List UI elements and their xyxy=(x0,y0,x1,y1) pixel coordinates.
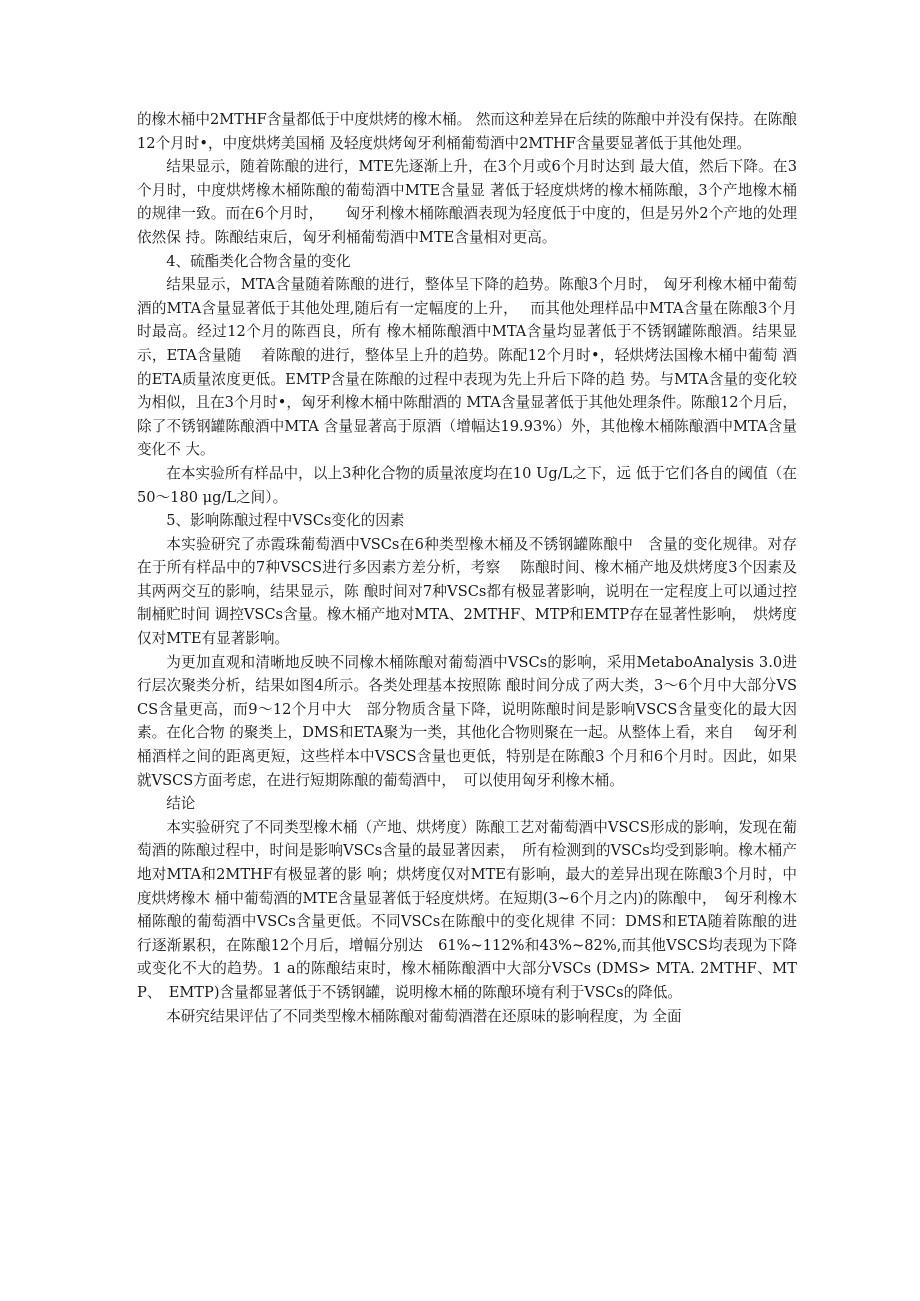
paragraph-mta-results: 结果显示，MTA含量随着陈酿的进行，整体呈下降的趋势。陈酿3个月时， 匈牙利橡木桶中葡萄酒的MTA含量显著低于其他处理,随后有一定幅度的上升， 而其他处理样品中MTA含量在陈酿3个月时最高。经过12个月的陈酉良，所有 橡木桶陈酿酒中MTA含量均显著低于不锈钢罐陈酿酒。结果显示，ETA含量随 着陈酿的进行，整体呈上升的趋势。陈配12个月时•，轻烘烤法国橡木桶中葡萄 酒的ETA质量浓度更低。EMTP含量在陈酿的过程中表现为先上升后下降的趋 势。与MTA含量的变化较为相似，且在3个月时•，匈牙利橡木桶中陈酣酒的 MTA含量显著低于其他处理条件。陈酿12个月后，除了不锈钢罐陈酿酒中MTA 含量显著高于原酒（增幅达19.93%）外，其他橡木桶陈酿酒中MTA含量变化不 大。 xyxy=(137,276,797,459)
section-heading-conclusion: 结论 xyxy=(166,795,196,813)
paragraph-mte-results: 结果显示，随着陈酿的进行，MTE先逐渐上升，在3个月或6个月时达到 最大值，然后下降。在3个月时，中度烘烤橡木桶陈酿的葡萄酒中MTE含量显 著低于轻度烘烤的橡木桶陈酿，3个产地橡木桶的规律一致。而在6个月时， 匈牙利橡木桶陈酿酒表现为轻度低于中度的，但是另外2个产地的处理依然保 持。陈酿结束后，匈牙利桶葡萄酒中MTE含量相对更高。 xyxy=(137,158,797,246)
paragraph-cluster-analysis: 为更加直观和清晰地反映不同橡木桶陈酿对葡萄酒中VSCs的影响，采用MetaboAnalysis 3.0进行层次聚类分析，结果如图4所示。各类处理基本按照陈 酿时间分成了两大类，3～6个月中大部分VSCS含量更高，而9～12个月中大 部分物质含量下降，说明陈酿时间是影响VSCS含量变化的最大因素。在化合物 的聚类上，DMS和ETA聚为一类，其他化合物则聚在一起。从整体上看，来自 匈牙利桶酒样之间的距离更短，这些样本中VSCS含量也更低，特别是在陈酿3 个月和6个月时。因此，如果就VSCS方面考虑，在进行短期陈酿的葡萄酒中， 可以使用匈牙利橡木桶。 xyxy=(137,653,797,789)
paragraph-conclusion: 本实验研究了不同类型橡木桶（产地、烘烤度）陈酿工艺对葡萄酒中VSCS形成的影响，发现在葡萄酒的陈酿过程中，时间是影响VSCs含量的最显著因素， 所有检测到的VSCs均受到影响。橡木桶产地对MTA和2MTHF有极显著的影 响；烘烤度仅对MTE有影响，最大的差异出现在陈酿3个月时，中度烘烤橡木 桶中葡萄酒的MTE含量显著低于轻度烘烤。在短期(3~6个月之内)的陈酿中， 匈牙利橡木桶陈酿的葡萄酒中VSCs含量更低。不同VSCs在陈酿中的变化规律 不同：DMS和ETA随着陈酿的进行逐渐累积，在陈酿12个月后，增幅分别达 61%~112%和43%~82%,而其他VSCS均表现为下降或变化不大的趋势。1 a的陈酿结束时，橡木桶陈酿酒中大部分VSCs (DMS> MTA. 2MTHF、MTP、 EMTP)含量都显著低于不锈钢罐，说明橡木桶的陈酿环境有利于VSCs的降低。 xyxy=(137,818,797,1001)
paragraph-threshold-note: 在本实验所有样品中，以上3种化合物的质量浓度均在10 Ug/L之下，远 低于它们各自的阈值（在50～180 μg/L之间）。 xyxy=(137,464,797,506)
paragraph-final: 本研究结果评估了不同类型橡木桶陈酿对葡萄酒潜在还原味的影响程度，为 全面 xyxy=(166,1007,682,1025)
section-heading-thioesters: 4、硫酯类化合物含量的变化 xyxy=(166,252,351,270)
paragraph-anova: 本实验研究了赤霞珠葡萄酒中VSCs在6种类型橡木桶及不锈钢罐陈酿中 含量的变化规律。对存在于所有样品中的7种VSCS进行多因素方差分析，考察 陈酿时间、橡木桶产地及烘烤度3个因素及其两两交互的影响，结果显示，陈 酿时间对7种VSCs都有极显著影响，说明在一定程度上可以通过控制桶贮时间 调控VSCs含量。橡木桶产地对MTA、2MTHF、MTP和EMTP存在显著性影响， 烘烤度仅对MTE有显著影响。 xyxy=(137,535,797,648)
section-heading-factors: 5、影响陈酿过程中VSCs变化的因素 xyxy=(166,512,405,530)
paragraph-2mthf-continuation: 的橡木桶中2MTHF含量都低于中度烘烤的橡木桶。 然而这种差异在后续的陈酿中并没有保持。在陈酿12个月时•，中度烘烤美国桶 及轻度烘烤匈牙利桶葡萄酒中2MTHF含量要显著低于其他处理。 xyxy=(137,111,797,152)
document-body xyxy=(137,108,797,1028)
